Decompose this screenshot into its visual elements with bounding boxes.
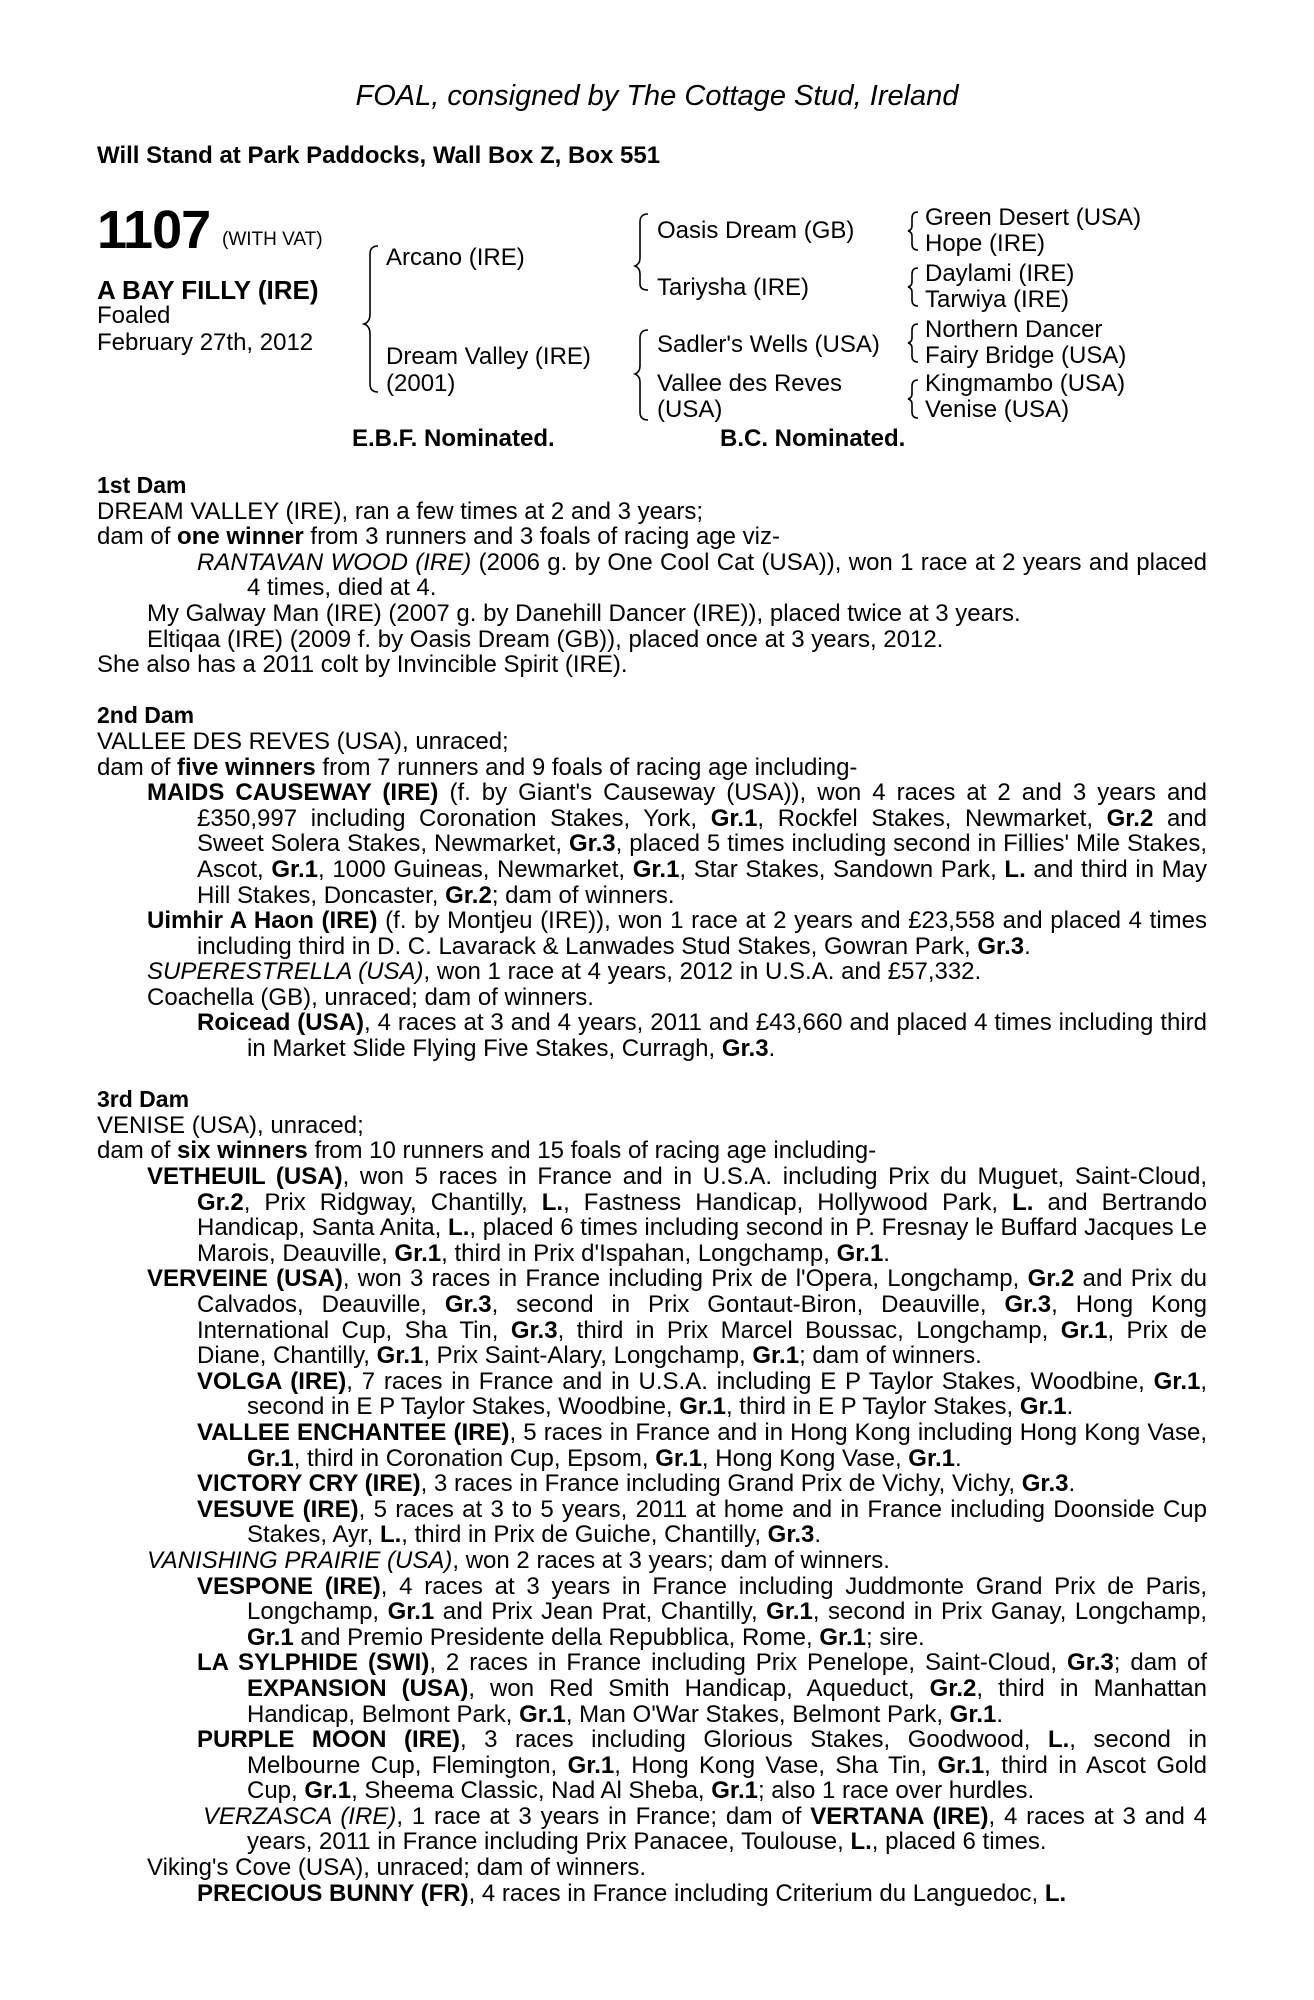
produce-entry: VICTORY CRY (IRE), 3 races in France including Grand Prix de Vichy, Vichy, Gr.3. xyxy=(197,1470,1076,1498)
produce-entry: VOLGA (IRE), 7 races in France and in U.S.A. including E P Taylor Stakes, Woodbine, Gr.1, second in E P Taylor Stakes, Woodbine, Gr.1, third in E P Taylor Stakes, Gr.1. xyxy=(197,1367,1208,1421)
second-dam-heading: 2nd Dam xyxy=(97,702,195,729)
bc-nominated: B.C. Nominated. xyxy=(720,425,906,452)
grandparent-2: Hope (IRE) xyxy=(925,230,1046,257)
bracket-g78 xyxy=(908,380,918,418)
produce-entry: Viking's Cove (USA), unraced; dam of winners. xyxy=(147,1854,647,1882)
sire-dam: Tariysha (IRE) xyxy=(657,274,810,301)
produce-entry: VESPONE (IRE), 4 races at 3 years in France including Juddmonte Grand Prix de Paris, Longchamp, Gr.1 and Prix Jean Prat, Chantilly, Gr.1, second in Prix Ganay, Longchamp, Gr.1 and Premio Presidente della Repubblica, Rome, Gr.1; sire. xyxy=(197,1572,1207,1651)
lot-name: A BAY FILLY (IRE) xyxy=(97,275,319,305)
grandparent-7: Kingmambo (USA) xyxy=(925,370,1126,397)
grandparent-4: Tarwiya (IRE) xyxy=(925,286,1070,313)
produce-entry: Eltiqaa (IRE) (2009 f. by Oasis Dream (GB)), placed once at 3 years, 2012. xyxy=(147,625,944,653)
third-dam-heading: 3rd Dam xyxy=(97,1086,190,1113)
produce-entry: VALLEE ENCHANTEE (IRE), 5 races in France and in Hong Kong including Hong Kong Vase, Gr.1, third in Coronation Cup, Epsom, Gr.1, Hong Kong Vase, Gr.1. xyxy=(197,1418,1207,1472)
page-title: FOAL, consigned by The Cottage Stud, Ireland xyxy=(355,80,959,112)
grandparent-6: Fairy Bridge (USA) xyxy=(925,342,1127,369)
third-dam-section xyxy=(97,1087,1207,1906)
lot-number: 1107 xyxy=(97,200,211,260)
sire: Arcano (IRE) xyxy=(386,244,525,271)
foaled-date: February 27th, 2012 xyxy=(97,329,314,356)
third-dam-produce-line: dam of six winners from 10 runners and 15 foals of racing age including- xyxy=(97,1137,877,1165)
produce-entry: VESUVE (IRE), 5 races at 3 to 5 years, 2011 at home and in France including Doonside Cup Stakes, Ayr, L., third in Prix de Guiche, Chantilly, Gr.3. xyxy=(197,1495,1208,1549)
second-dam-line: VALLEE DES REVES (USA), unraced; xyxy=(97,727,509,755)
produce-entry: SUPERESTRELLA (USA), won 1 race at 4 years, 2012 in U.S.A. and £57,332. xyxy=(147,958,982,986)
produce-entry: VETHEUIL (USA), won 5 races in France and in U.S.A. including Prix du Muguet, Saint-Cloud, Gr.2, Prix Ridgway, Chantilly, L., Fastness Handicap, Hollywood Park, L. and Bertrando Handicap, Santa Anita, L., placed 6 times including second in P. Fresnay le Buffard Jacques Le Marois, Deauville, Gr.1, third in Prix d'Ispahan, Longchamp, Gr.1. xyxy=(147,1163,1207,1267)
produce-entry: My Galway Man (IRE) (2007 g. by Danehill Dancer (IRE)), placed twice at 3 years. xyxy=(147,599,1021,627)
foaled-label: Foaled xyxy=(97,302,171,329)
grandparent-1: Green Desert (USA) xyxy=(925,204,1142,231)
stand-location: Will Stand at Park Paddocks, Wall Box Z, Box 551 xyxy=(97,142,661,169)
second-dam-section xyxy=(97,703,1207,1061)
second-dam-produce-line: dam of five winners from 7 runners and 9 foals of racing age including- xyxy=(97,753,858,781)
first-dam-line: DREAM VALLEY (IRE), ran a few times at 2 and 3 years; xyxy=(97,497,704,525)
dam: Dream Valley (IRE) xyxy=(386,343,591,370)
bracket-g56 xyxy=(908,324,918,362)
sire-sire: Oasis Dream (GB) xyxy=(657,217,855,244)
bracket-g12 xyxy=(908,212,918,250)
first-dam-heading: 1st Dam xyxy=(97,472,187,498)
first-dam-section xyxy=(97,473,1207,678)
dam-sire: Sadler's Wells (USA) xyxy=(657,331,880,358)
first-dam-note: She also has a 2011 colt by Invincible Spirit (IRE). xyxy=(97,651,628,679)
produce-entry: Coachella (GB), unraced; dam of winners. xyxy=(147,983,594,1011)
grandparent-3: Daylami (IRE) xyxy=(925,260,1075,287)
produce-entry: PURPLE MOON (IRE), 3 races including Glorious Stakes, Goodwood, L., second in Melbourne Cup, Flemington, Gr.1, Hong Kong Vase, Sha Tin, Gr.1, third in Ascot Gold Cup, Gr.1, Sheema Classic, Nad Al Sheba, Gr.1; also 1 race over hurdles. xyxy=(197,1726,1208,1805)
dam-year: (2001) xyxy=(386,370,456,397)
third-dam-line: VENISE (USA), unraced; xyxy=(97,1111,364,1139)
dam-dam-origin: (USA) xyxy=(657,396,723,423)
dam-dam: Vallee des Reves xyxy=(657,370,842,397)
produce-entry: RANTAVAN WOOD (IRE) (2006 g. by One Cool Cat (USA)), won 1 race at 2 years and placed 4 times, died at 4. xyxy=(197,548,1207,602)
produce-entry: VANISHING PRAIRIE (USA), won 2 races at 3 years; dam of winners. xyxy=(147,1546,890,1574)
bracket-main xyxy=(364,246,378,392)
produce-entry: VERZASCA (IRE), 1 race at 3 years in France; dam of VERTANA (IRE), 4 races at 3 and 4 years, 2011 in France including Prix Panacee, Toulouse, L., placed 6 times. xyxy=(203,1802,1207,1856)
bracket-g34 xyxy=(908,268,918,306)
grandparent-5: Northern Dancer xyxy=(925,316,1103,343)
produce-entry: MAIDS CAUSEWAY (IRE) (f. by Giant's Causeway (USA)), won 4 races at 2 and 3 years and £350,997 including Coronation Stakes, York, Gr.1, Rockfel Stakes, Newmarket, Gr.2 and Sweet Solera Stakes, Newmarket, Gr.3, placed 5 times including second in Fillies' Mile Stakes, Ascot, Gr.1, 1000 Guineas, Newmarket, Gr.1, Star Stakes, Sandown Park, L. and third in May Hill Stakes, Doncaster, Gr.2; dam of winners. xyxy=(147,779,1208,909)
grandparent-8: Venise (USA) xyxy=(925,396,1070,423)
vat-label: (WITH VAT) xyxy=(222,229,323,250)
catalogue-body xyxy=(97,473,1207,1932)
produce-entry: LA SYLPHIDE (SWI), 2 races in France including Prix Penelope, Saint-Cloud, Gr.3; dam of EXPANSION (USA), won Red Smith Handicap, Aqueduct, Gr.2, third in Manhattan Handicap, Belmont Park, Gr.1, Man O'War Stakes, Belmont Park, Gr.1. xyxy=(197,1649,1208,1728)
produce-entry: VERVEINE (USA), won 3 races in France including Prix de l'Opera, Longchamp, Gr.2 and Prix du Calvados, Deauville, Gr.3, second in Prix Gontaut-Biron, Deauville, Gr.3, Hong Kong International Cup, Sha Tin, Gr.3, third in Prix Marcel Boussac, Longchamp, Gr.1, Prix de Diane, Chantilly, Gr.1, Prix Saint-Alary, Longchamp, Gr.1; dam of winners. xyxy=(147,1265,1208,1370)
produce-entry: PRECIOUS BUNNY (FR), 4 races in France including Criterium du Languedoc, L. xyxy=(197,1879,1067,1907)
bracket-dam xyxy=(635,330,648,420)
produce-entry: Roicead (USA), 4 races at 3 and 4 years, 2011 and £43,660 and placed 4 times including third in Market Slide Flying Five Stakes, Curragh, Gr.3. xyxy=(197,1009,1208,1063)
ebf-nominated: E.B.F. Nominated. xyxy=(352,425,555,452)
first-dam-produce-line: dam of one winner from 3 runners and 3 foals of racing age viz- xyxy=(97,523,780,551)
produce-entry: Uimhir A Haon (IRE) (f. by Montjeu (IRE)), won 1 race at 2 years and £23,558 and placed 4 times including third in D. C. Lavarack & Lanwades Stud Stakes, Gowran Park, Gr.3. xyxy=(147,907,1208,960)
bracket-sire xyxy=(635,214,648,290)
